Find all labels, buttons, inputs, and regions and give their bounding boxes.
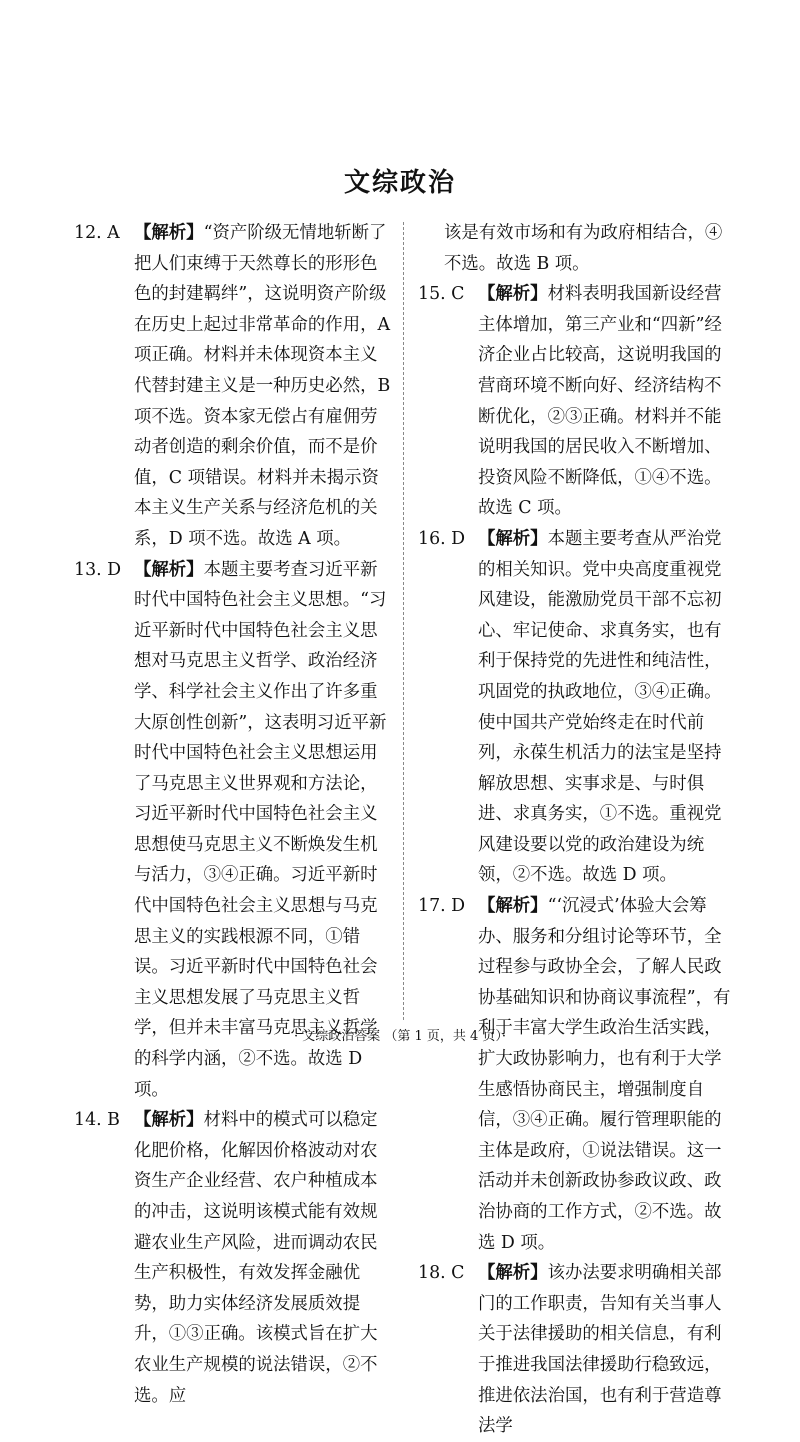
analysis-tag: 【解析】 xyxy=(134,559,204,580)
answer-item xyxy=(418,1258,736,1442)
analysis-tag: 【解析】 xyxy=(134,1110,204,1131)
question-number: 14. B xyxy=(74,1110,120,1131)
analysis-tag: 【解析】 xyxy=(478,284,548,305)
answer-item xyxy=(418,524,736,891)
answer-item xyxy=(74,218,392,555)
answer-item xyxy=(418,891,736,1258)
question-number: 13. D xyxy=(74,559,122,580)
page-footer: · 文综政治答案 （第 1 页，共 4 页）· xyxy=(293,1029,507,1044)
answer-continuation xyxy=(418,218,736,279)
left-column xyxy=(74,218,392,1411)
page-title: 文综政治 xyxy=(343,168,456,198)
answer-text: “‘沉浸式’体验大会筹办、服务和分组讨论等环节，全过程参与政协全会，了解人民政协基础知识和协商议事流程”，有利于丰富大学生政治生活实践，扩大政协影响力，也有利于大学生感悟协商民主，增强制度自信，③④正确。履行管理职能的主体是政府，①说法错误。这一活动并未创新政协参政议政、政治协商的工作方式，②不选。故选 D 项。 xyxy=(478,896,731,1253)
column-divider xyxy=(403,222,404,1020)
analysis-tag: 【解析】 xyxy=(134,223,204,243)
question-number: 17. D xyxy=(418,896,466,917)
answer-text: 材料表明我国新设经营主体增加，第三产业和“四新”经济企业占比较高，这说明我国的营商环境不断向好、经济结构不断优化，②③正确。材料并不能说明我国的居民收入不断增加、投资风险不断降低，①④不选。故选 C 项。 xyxy=(478,284,722,519)
answer-text: 本题主要考查习近平新时代中国特色社会主义思想。“习近平新时代中国特色社会主义思想对马克思主义哲学、政治经济学、科学社会主义作出了许多重大原创性创新”，这表明习近平新时代中国特色社会主义思想运用了马克思主义世界观和方法论，习近平新时代中国特色社会主义思想使马克思主义不断焕发生机与活力，③④正确。习近平新时代中国特色社会主义思想与马克思主义的实践根源不同，①错误。习近平新时代中国特色社会主义思想发展了马克思主义哲学，但并未丰富马克思主义哲学的科学内涵，②不选。故选 D 项。 xyxy=(134,559,387,1100)
analysis-tag: 【解析】 xyxy=(478,896,548,917)
answer-text: 该是有效市场和有为政府相结合，④不选。故选 B 项。 xyxy=(444,223,723,274)
answer-item xyxy=(74,1105,392,1411)
right-column xyxy=(418,218,736,1442)
answer-item xyxy=(418,279,736,524)
analysis-tag: 【解析】 xyxy=(478,1263,548,1284)
answer-text: “资产阶级无情地斩断了把人们束缚于天然尊长的形形色色的封建羁绊”，这说明资产阶级在历史上起过非常革命的作用，A 项正确。材料并未体现资本主义代替封建主义是一种历史必然，B 项不选。资本家无偿占有雇佣劳动者创造的剩余价值，而不是价值，C 项错误。材料并未揭示资本主义生产关系与经济危机的关系，D 项不选。故选 A 项。 xyxy=(134,223,391,549)
question-number: 12. A xyxy=(74,223,120,243)
answer-item xyxy=(74,555,392,1106)
question-number: 18. C xyxy=(418,1263,465,1284)
answer-text: 该办法要求明确相关部门的工作职责，告知有关当事人关于法律援助的相关信息，有利于推进我国法律援助行稳致远，推进依法治国，也有利于营造尊法学 xyxy=(478,1263,722,1437)
question-number: 15. C xyxy=(418,284,465,305)
analysis-tag: 【解析】 xyxy=(478,528,548,549)
answer-text: 本题主要考查从严治党的相关知识。党中央高度重视党风建设，能激励党员干部不忘初心、牢记使命、求真务实，也有利于保持党的先进性和纯洁性，巩固党的执政地位，③④正确。使中国共产党始终走在时代前列，永葆生机活力的法宝是坚持解放思想、实事求是、与时俱进、求真务实，①不选。重视党风建设要以党的政治建设为统领，②不选。故选 D 项。 xyxy=(478,528,722,886)
answer-text: 材料中的模式可以稳定化肥价格，化解因价格波动对农资生产企业经营、农户种植成本的冲击，这说明该模式能有效规避农业生产风险，进而调动农民生产积极性，有效发挥金融优势，助力实体经济发展质效提升，①③正确。该模式旨在扩大农业生产规模的说法错误，②不选。应 xyxy=(134,1110,378,1406)
question-number: 16. D xyxy=(418,528,466,549)
